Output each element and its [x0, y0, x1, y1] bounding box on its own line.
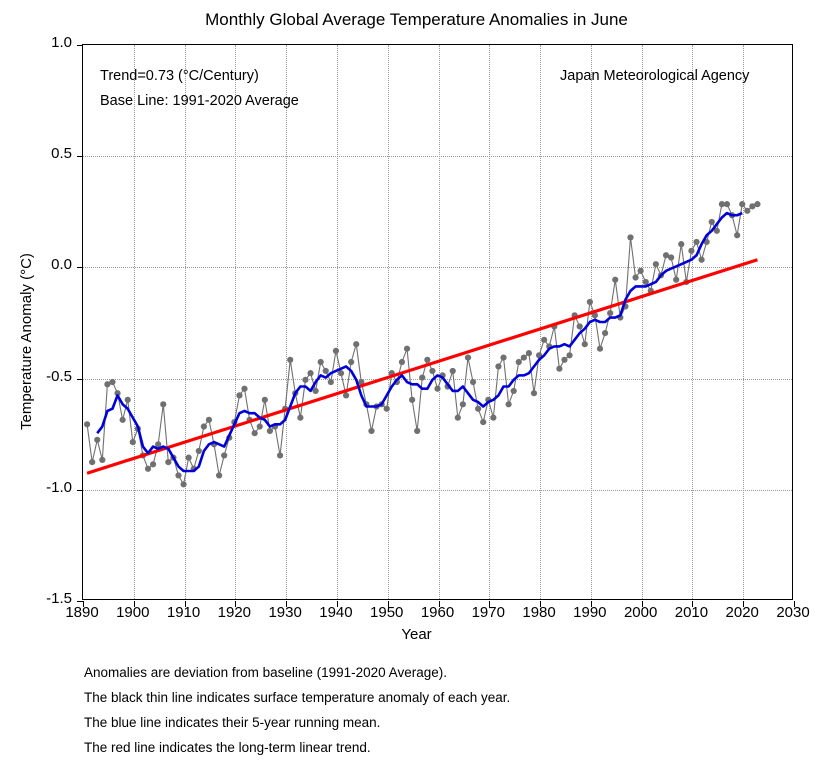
data-point-marker [186, 455, 192, 461]
data-point-marker [516, 359, 522, 365]
data-point-marker [206, 417, 212, 423]
data-point-marker [353, 341, 359, 347]
data-point-marker [125, 397, 131, 403]
data-point-marker [257, 423, 263, 429]
data-point-marker [399, 359, 405, 365]
data-point-marker [506, 401, 512, 407]
data-point-marker [180, 481, 186, 487]
x-axis-label: 1890 [65, 604, 99, 621]
data-point-marker [277, 452, 283, 458]
footnote-line: The red line indicates the long-term linear trend. [84, 740, 371, 755]
x-axis-label: 2020 [725, 604, 759, 621]
data-point-marker [175, 472, 181, 478]
x-axis-label: 1960 [420, 604, 455, 621]
data-point-marker [597, 346, 603, 352]
footnote-line: The blue line indicates their 5-year running mean. [84, 715, 381, 730]
data-point-marker [287, 357, 293, 363]
data-point-marker [236, 392, 242, 398]
data-point-marker [480, 419, 486, 425]
x-axis-label: 1990 [573, 604, 607, 621]
x-axis-label: 1910 [166, 604, 201, 621]
trend-line [87, 260, 757, 474]
y-axis-label: 0.5 [51, 145, 72, 163]
data-point-marker [582, 341, 588, 347]
data-point-marker [526, 350, 532, 356]
data-point-marker [500, 354, 506, 360]
x-axis-label: 2000 [623, 604, 658, 621]
data-point-marker [160, 401, 166, 407]
data-point-marker [607, 310, 613, 316]
data-point-marker [221, 452, 227, 458]
data-point-marker [470, 379, 476, 385]
data-point-marker [561, 357, 567, 363]
data-point-marker [252, 430, 258, 436]
x-axis-title: Year [401, 626, 432, 643]
data-point-marker [673, 277, 679, 283]
x-axis-label: 1950 [370, 604, 404, 621]
data-point-marker [465, 354, 471, 360]
data-point-marker [566, 352, 572, 358]
data-point-marker [627, 234, 633, 240]
data-point-marker [404, 346, 410, 352]
x-axis-label: 1970 [471, 604, 505, 621]
data-point-marker [521, 354, 527, 360]
data-point-marker [511, 388, 517, 394]
data-point-marker [84, 421, 90, 427]
x-axis-label: 1940 [319, 604, 353, 621]
data-point-marker [109, 379, 115, 385]
annotation-agency: Japan Meteorological Agency [560, 68, 750, 84]
data-point-marker [419, 375, 425, 381]
data-point-marker [693, 239, 699, 245]
footnotes [84, 660, 784, 760]
footnote-line: Anomalies are deviation from baseline (1991-2020 Average). [84, 665, 447, 680]
data-point-marker [734, 232, 740, 238]
data-point-marker [724, 201, 730, 207]
data-point-marker [709, 219, 715, 225]
data-point-marker [384, 406, 390, 412]
data-point-marker [145, 466, 151, 472]
data-point-marker [297, 415, 303, 421]
data-point-marker [368, 428, 374, 434]
annotation-trend: Trend=0.73 (°C/Century) [100, 68, 259, 84]
data-point-marker [165, 459, 171, 465]
x-axis-label: 1900 [116, 604, 150, 621]
y-axis-label: -1.0 [46, 478, 72, 496]
data-point-marker [89, 459, 95, 465]
y-axis-title: Temperature Anomaly (°C) [18, 253, 35, 430]
data-point-marker [754, 201, 760, 207]
data-point-marker [653, 261, 659, 267]
data-point-marker [612, 277, 618, 283]
data-point-marker [688, 248, 694, 254]
data-point-marker [414, 428, 420, 434]
y-axis-label: 0.0 [51, 256, 72, 274]
data-point-marker [678, 241, 684, 247]
data-point-marker [455, 415, 461, 421]
data-point-marker [318, 359, 324, 365]
data-point-marker [495, 363, 501, 369]
data-point-marker [541, 337, 547, 343]
data-point-marker [587, 299, 593, 305]
data-point-marker [313, 388, 319, 394]
data-point-marker [739, 201, 745, 207]
data-point-marker [262, 397, 268, 403]
data-point-marker [348, 359, 354, 365]
data-point-marker [475, 406, 481, 412]
y-axis-label: -0.5 [46, 367, 72, 385]
data-point-marker [450, 368, 456, 374]
data-point-marker [638, 268, 644, 274]
data-point-marker [267, 428, 273, 434]
footnote-line: The black thin line indicates surface temperature anomaly of each year. [84, 690, 511, 705]
annotation-baseline: Base Line: 1991-2020 Average [100, 93, 299, 109]
page-title: Monthly Global Average Temperature Anomalies in June [205, 10, 628, 29]
data-point-marker [333, 348, 339, 354]
data-point-marker [120, 417, 126, 423]
data-point-marker [216, 472, 222, 478]
x-axis-label: 2030 [776, 604, 810, 621]
data-point-marker [632, 274, 638, 280]
data-point-marker [668, 254, 674, 260]
data-point-marker [241, 386, 247, 392]
data-point-marker [201, 423, 207, 429]
x-axis-label: 1980 [522, 604, 556, 621]
data-point-marker [343, 392, 349, 398]
y-axis-label: -1.5 [46, 590, 72, 607]
x-axis-label: 1930 [268, 604, 302, 621]
data-point-marker [531, 390, 537, 396]
data-point-marker [196, 448, 202, 454]
data-point-marker [99, 457, 105, 463]
data-point-marker [556, 366, 562, 372]
data-point-marker [94, 437, 100, 443]
data-point-marker [577, 323, 583, 329]
y-axis-label: 1.0 [51, 34, 72, 51]
data-point-marker [460, 401, 466, 407]
data-point-marker [698, 257, 704, 263]
x-axis-label: 1920 [217, 604, 252, 621]
x-axis-label: 2010 [674, 604, 709, 621]
data-point-marker [409, 397, 415, 403]
data-point-marker [602, 330, 608, 336]
data-point-marker [490, 415, 496, 421]
data-point-marker [150, 461, 156, 467]
data-point-marker [307, 370, 313, 376]
data-point-marker [328, 379, 334, 385]
data-point-marker [744, 208, 750, 214]
data-point-marker [323, 368, 329, 374]
data-point-marker [429, 368, 435, 374]
data-point-marker [130, 439, 136, 445]
data-point-marker [424, 357, 430, 363]
data-point-marker [434, 386, 440, 392]
data-point-marker [302, 377, 308, 383]
